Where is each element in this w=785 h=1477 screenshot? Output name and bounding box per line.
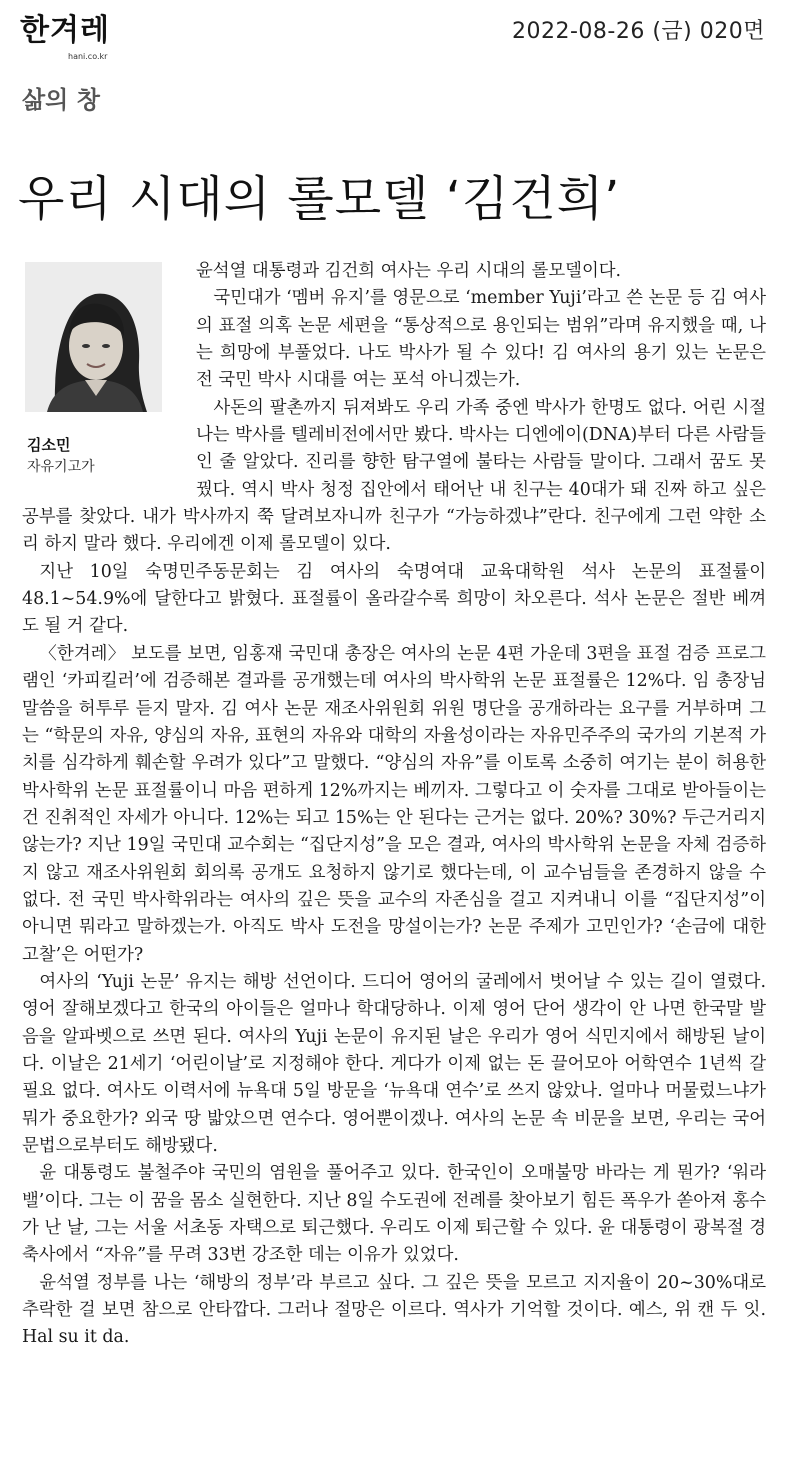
logo-wordmark: 한겨레 [20, 13, 110, 48]
article-paragraph: 사돈의 팔촌까지 뒤져봐도 우리 가족 중엔 박사가 한명도 없다. 어린 시절 나는 박사를 텔레비전에서만 봤다. 박사는 디엔에이(DNA)부터 다른 사람들인 줄 알았다. 진리를 향한 탐구열에 불타는 사람들 말이다. 그래서 꿈도 못 꿨다. 역시 박사 청정 집안에서 태어난 내 친구는 40대가 돼 진짜 하고 싶은 공부를 찾았다. 내가 박사까지 쭉 달려보자니까 친구가 “가능하겠냐”란다. 친구에게 그런 약한 소리 하지 말라 했다. 우리에겐 이제 롤모델이 있다. [22, 397, 766, 555]
article-paragraph: 〈한겨레〉 보도를 보면, 임홍재 국민대 총장은 여사의 논문 4편 가운데 3편을 표절 검증 프로그램인 ‘카피킬러’에 검증해본 결과를 공개했는데 여사의 박사학위 논문 표절률은 12%다. 임 총장님 말씀을 허투루 듣지 말자. 김 여사 논문 재조사위원회 위원 명단을 공개하라는 요구를 거부하며 그는 “학문의 자유, 양심의 자유, 표현의 자유와 대학의 자율성이라는 자유민주주의 국가의 기본적 가치를 심각하게 훼손할 우려가 있다”고 말했다. “양심의 자유”를 이토록 소중히 여기는 분이 허용한 박사학위 논문 표절률이니 마음 편하게 12%까지는 베끼자. 그렇다고 이 숫자를 그대로 받아들이는 건 진취적인 자세가 아니다. 12%는 되고 15%는 안 된다는 근거는 없다. 20%? 30%? 두근거리지 않는가? 지난 19일 국민대 교수회는 “집단지성”을 모은 결과, 여사의 박사학위 논문을 자체 검증하지 않고 재조사위원회 회의록 공개도 요청하지 않기로 했다는데, 이 교수님들을 존경하지 않을 수 없다. 전 국민 박사학위라는 여사의 깊은 뜻을 교수의 자존심을 걸고 지켜내니 이를 “집단지성”이 아니면 뭐라고 말하겠는가. 아직도 박사 도전을 망설이는가? 논문 주제가 고민인가? ‘손금에 대한 고찰’은 어떤가? [22, 643, 766, 965]
article-paragraph: 국민대가 ‘멤버 유지’를 영문으로 ‘member Yuji’라고 쓴 논문 등 김 여사의 표절 의혹 논문 세편을 “통상적으로 용인되는 범위”라며 유지했을 때, 나는 희망에 부풀었다. 나도 박사가 될 수 있다! 김 여사의 용기 있는 논문은 전 국민 박사 시대를 여는 포석 아니겠는가. [196, 288, 766, 391]
newspaper-logo [20, 14, 150, 66]
logo-url: hani.co.kr [68, 52, 108, 61]
article-paragraph: 여사의 ‘Yuji 논문’ 유지는 해방 선언이다. 드디어 영어의 굴레에서 벗어날 수 있는 길이 열렸다. 영어 잘해보겠다고 한국의 아이들은 얼마나 학대당하나. 이제 영어 단어 생각이 안 나면 한국말 발음을 알파벳으로 쓰면 된다. 여사의 Yuji 논문이 유지된 날은 우리가 영어 식민지에서 해방된 날이다. 이날은 21세기 ‘어린이날’로 지정해야 한다. 게다가 이제 없는 돈 끌어모아 어학연수 1년씩 갈 필요 없다. 여사도 이력서에 뉴욕대 5일 방문을 ‘뉴욕대 연수’로 쓰지 않았나. 얼마나 머물렀느냐가 뭐가 중요한가? 외국 땅 밟았으면 연수다. 영어뿐이겠나. 여사의 논문 속 비문을 보면, 우리는 국어 문법으로부터도 해방됐다. [22, 971, 766, 1156]
issue-dateline: 2022-08-26 (금) 020면 [511, 19, 765, 44]
article-body [22, 258, 766, 1352]
author-role: 자유기고가 [27, 459, 95, 475]
author-name: 김소민 [27, 436, 71, 454]
section-label: 삶의 창 [22, 86, 100, 114]
article-headline: 우리 시대의 롤모델 ‘김건희’ [18, 171, 621, 228]
article-paragraph: 윤석열 정부를 나는 ‘해방의 정부’라 부르고 싶다. 그 깊은 뜻을 모르고 지지율이 20~30%대로 추락한 걸 보면 참으로 안타깝다. 그러나 절망은 이르다. 역사가 기억할 것이다. 예스, 위 캔 두 잇. Hal su it da. [22, 1272, 766, 1348]
article-paragraph: 윤석열 대통령과 김건희 여사는 우리 시대의 롤모델이다. [196, 261, 622, 281]
article-paragraph: 윤 대통령도 불철주야 국민의 염원을 풀어주고 있다. 한국인이 오매불망 바라는 게 뭔가? ‘워라밸’이다. 그는 이 꿈을 몸소 실현한다. 지난 8일 수도권에 전례를 찾아보기 힘든 폭우가 쏟아져 홍수가 난 날, 그는 서울 서초동 자택으로 퇴근했다. 우리도 이제 퇴근할 수 있다. 윤 대통령이 광복절 경축사에서 “자유”를 무려 33번 강조한 데는 이유가 있었다. [22, 1163, 766, 1266]
article-paragraph: 지난 10일 숙명민주동문회는 김 여사의 숙명여대 교육대학원 석사 논문의 표절률이 48.1~54.9%에 달한다고 밝혔다. 표절률이 올라갈수록 희망이 차오른다. 석사 논문은 절반 베껴도 될 거 같다. [22, 561, 766, 637]
author-box-space [22, 258, 182, 488]
